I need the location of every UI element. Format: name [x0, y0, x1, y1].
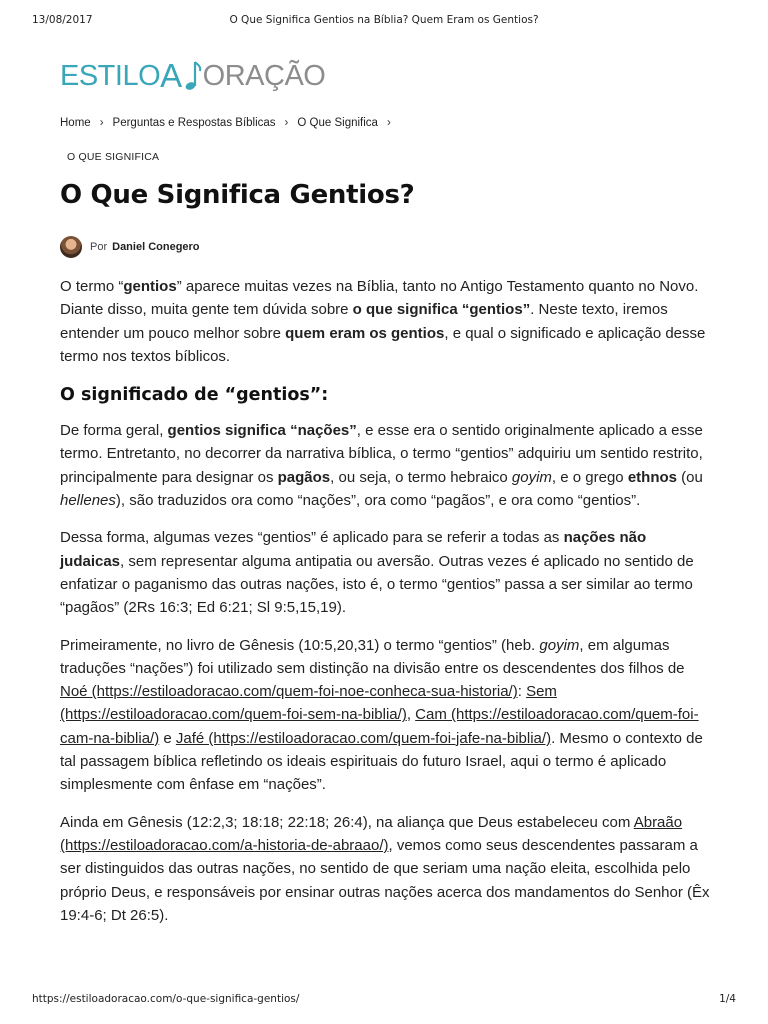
- bold-text: o que significa “gentios”: [352, 301, 531, 319]
- text-run: :: [517, 683, 527, 701]
- text-run: . Neste texto, iremos entender um pouco melhor sobre: [60, 301, 668, 342]
- text-run: , e qual o significado e aplicação desse termo nos textos bíblicos.: [60, 324, 706, 365]
- bold-text: gentios significa “nações”: [167, 422, 357, 440]
- text-run: , e esse era o sentido originalmente aplicado a esse termo. Entretanto, no decorrer da narrativa bíblica, o termo “gentios” adquiriu um sentido restrito, principalmente para designar os: [60, 422, 703, 486]
- text-run: (ou: [676, 468, 703, 486]
- text-run: , e o grego: [551, 468, 628, 486]
- text-run: e: [159, 729, 176, 747]
- link-cam[interactable]: Cam (https://estiloadoracao.com/quem-foi-cam-na-biblia/): [60, 706, 699, 747]
- text-run: ), são traduzidos ora como “nações”, ora como “pagãos”, e ora como “gentios”.: [115, 492, 641, 510]
- text-run: , ou seja, o termo hebraico: [330, 468, 512, 486]
- text-run: Ainda em Gênesis (12:2,3; 18:18; 22:18; 26:4), na aliança que Deus estabeleceu com: [60, 813, 634, 831]
- paragraph: [60, 419, 712, 512]
- bold-text: ethnos: [627, 468, 677, 486]
- print-date: 13/08/2017: [32, 14, 93, 26]
- site-logo[interactable]: [60, 56, 325, 96]
- text-run: , em algumas traduções “nações”) foi utilizado sem distinção na divisão entre os descendentes dos filhos de: [60, 636, 685, 677]
- bold-text: gentios: [123, 278, 177, 295]
- paragraph: [60, 634, 712, 797]
- author-avatar[interactable]: [60, 236, 82, 258]
- link-abraao[interactable]: Abraão (https://estiloadoracao.com/a-historia-de-abraao/): [60, 813, 683, 854]
- italic-text: hellenes: [60, 492, 116, 510]
- italic-text: goyim: [511, 468, 552, 486]
- text-run: ” aparece muitas vezes na Bíblia, tanto no Antigo Testamento quanto no Novo. Diante disso, muita gente tem dúvida sobre: [60, 278, 699, 319]
- text-run: Primeiramente, no livro de Gênesis (10:5,20,31) o termo “gentios” (heb.: [60, 636, 540, 654]
- link-noe[interactable]: Noé (https://estiloadoracao.com/quem-foi-noe-conheca-sua-historia/): [60, 683, 518, 701]
- print-url: https://estiloadoracao.com/o-que-significa-gentios/: [32, 993, 300, 1005]
- print-footer: [32, 993, 736, 1009]
- music-note-icon: [182, 56, 202, 96]
- article-body: [60, 275, 712, 941]
- logo-text-oracao: ORAÇÃO: [202, 60, 326, 92]
- breadcrumb-separator: ›: [284, 117, 289, 129]
- page-title: O Que Significa Gentios?: [60, 180, 415, 210]
- author-name[interactable]: Daniel Conegero: [112, 241, 200, 253]
- section-heading: O significado de “gentios”:: [60, 385, 329, 406]
- breadcrumb-home[interactable]: Home: [60, 117, 91, 129]
- paragraph: [60, 526, 712, 619]
- breadcrumb: [60, 117, 400, 129]
- breadcrumb-separator: ›: [99, 117, 104, 129]
- bold-text: quem eram os gentios: [285, 324, 445, 342]
- text-run: De forma geral,: [60, 422, 168, 440]
- category-label[interactable]: O QUE SIGNIFICA: [67, 151, 160, 163]
- text-run: ,: [406, 706, 416, 724]
- bold-text: nações não judaicas: [60, 529, 647, 570]
- paragraph: [60, 811, 712, 927]
- breadcrumb-perguntas[interactable]: Perguntas e Respostas Bíblicas: [112, 117, 276, 129]
- text-run: , vemos como seus descendentes passaram a ser distinguidos das outras nações, no sentido de que seriam uma nação eleita, escolhida pelo próprio Deus, e responsáveis por ensinar outras nações acerca dos mandamentos do Senhor (Êx 19:4-6; Dt 26:5).: [60, 836, 710, 924]
- print-header: [32, 14, 736, 30]
- logo-text-estilo: ESTILO: [60, 60, 161, 92]
- text-run: O termo “: [60, 278, 124, 295]
- byline-prefix: Por: [90, 241, 108, 253]
- paragraph: [60, 275, 712, 368]
- text-run: Dessa forma, algumas vezes “gentios” é aplicado para se referir a todas as: [60, 529, 564, 547]
- print-title: O Que Significa Gentios na Bíblia? Quem Eram os Gentios?: [229, 14, 539, 26]
- text-run: . Mesmo o contexto de tal passagem bíblica refletindo os ideais espirituais do futuro Israel, aqui o termo é aplicado simplesmente com ênfase em “nações”.: [60, 729, 703, 794]
- breadcrumb-o-que-significa[interactable]: O Que Significa: [297, 117, 378, 129]
- link-jafe[interactable]: Jafé (https://estiloadoracao.com/quem-foi-jafe-na-biblia/): [175, 729, 552, 747]
- byline: [60, 235, 200, 259]
- breadcrumb-separator: ›: [386, 117, 391, 129]
- logo-text-a: A: [160, 57, 182, 94]
- bold-text: pagãos: [277, 468, 331, 486]
- text-run: , sem representar alguma antipatia ou aversão. Outras vezes é aplicado no sentido de enfatizar o paganismo das outras nações, isto é, o termo “gentios” passa a ser similar ao termo “pagãos” (2Rs 16:3; Ed 6:21; Sl 9:5,15,19).: [60, 552, 694, 617]
- italic-text: goyim: [539, 636, 580, 654]
- page-number: 1/4: [719, 993, 736, 1005]
- link-sem[interactable]: Sem (https://estiloadoracao.com/quem-foi-sem-na-biblia/): [60, 683, 557, 724]
